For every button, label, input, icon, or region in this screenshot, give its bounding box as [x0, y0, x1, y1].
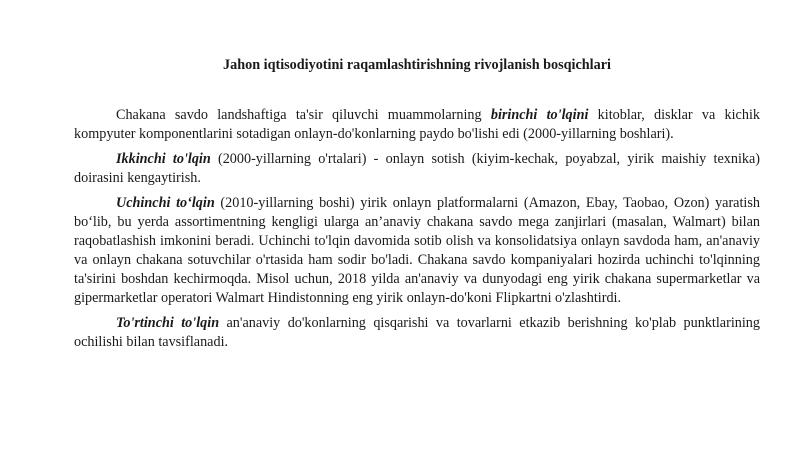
wave-term: To'rtinchi to'lqin — [116, 315, 220, 331]
paragraph-text: kitoblar, disklar va kichik kompyuter komponentlarini sotadigan onlayn-do'konlarning paydo bo'lishi edi (2000-yillarning boshlari). — [74, 107, 760, 142]
paragraph-text: (2000-yillarning o'rtalari) - onlayn sotish (kiyim-kechak, poyabzal, yirik maishiy texnika) doirasini kengaytirish. — [74, 151, 760, 186]
paragraph-third-wave — [74, 194, 760, 308]
paragraph-text: (2010-yillarning boshi) yirik onlayn platformalarni (Amazon, Ebay, Taobao, Ozon) yaratish bo‘lib, bu yerda assortimentning kengligi ularga an’anaviy chakana savdo mega zanjirlari (masalan, Walmart) bilan raqobatlashish imkonini beradi. Uchinchi to'lqin davomida sotib olish va konsolidatsiya onlayn savdoda ham, an'anaviy va onlayn chakana sotuvchilar o'rtasida ham sodir bo'ladi. Chakana savdo kompaniyalari hozirda uchinchi to'lqinning ta'sirini boshdan kechirmoqda. Misol uchun, 2018 yilda an'anaviy va dunyodagi eng yirik chakana supermarketlar va gipermarketlar operatori Walmart Hindistonning eng yirik onlayn-do'koni Flipkartni o'zlashtirdi. — [74, 195, 760, 306]
paragraph-text: an'anaviy do'konlarning qisqarishi va tovarlarni etkazib berishning ko'plab punktlarining ochilishi bilan tavsiflanadi. — [74, 315, 760, 350]
wave-term: birinchi to'lqini — [490, 107, 589, 123]
wave-term: Ikkinchi to'lqin — [116, 151, 211, 167]
paragraph-text: Chakana savdo landshaftiga ta'sir qiluvchi muammolarning — [116, 107, 491, 123]
slide-title: Jahon iqtisodiyotini raqamlashtirishning rivojlanish bosqichlari — [223, 57, 611, 73]
paragraph-second-wave — [74, 150, 760, 188]
slide-content — [74, 0, 760, 352]
paragraph-first-wave — [74, 106, 760, 144]
wave-term: Uchinchi to‘lqin — [116, 195, 215, 211]
paragraph-fourth-wave — [74, 314, 760, 352]
